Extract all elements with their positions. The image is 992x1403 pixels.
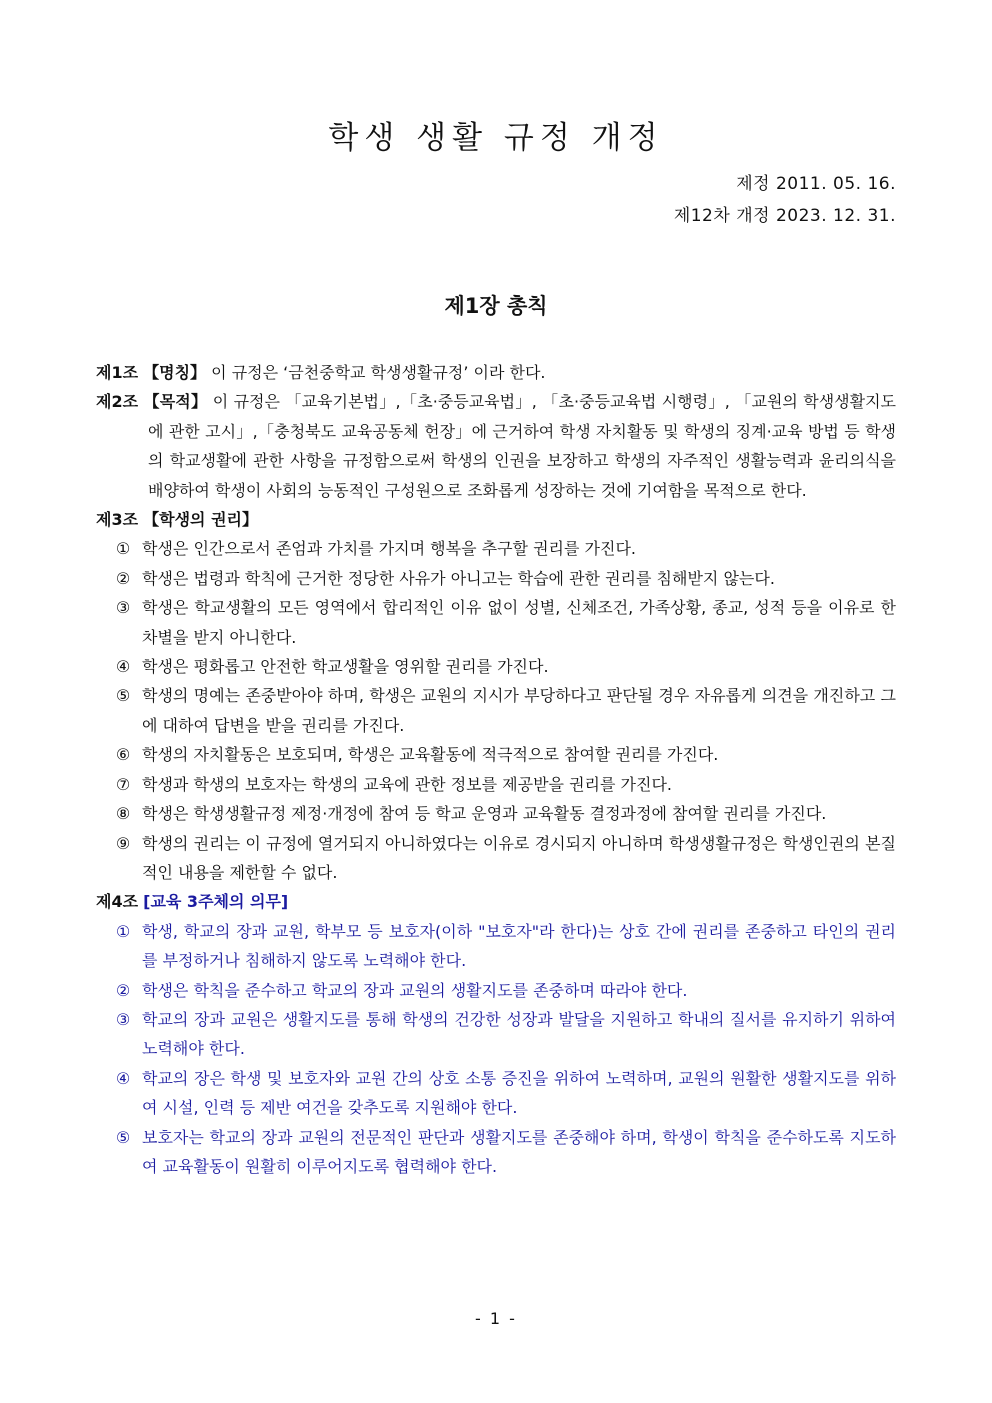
list-item <box>96 770 896 799</box>
list-item <box>96 534 896 563</box>
list-item <box>96 593 896 652</box>
item-number: ① <box>115 921 131 941</box>
article-3-title: 【학생의 권리】 <box>143 510 258 530</box>
item-text: 학생과 학생의 보호자는 학생의 교육에 관한 정보를 제공받을 권리를 가진다. <box>142 774 672 794</box>
article-4-items <box>96 917 896 1182</box>
article-2 <box>96 387 896 505</box>
list-item <box>96 1123 896 1182</box>
article-3-items <box>96 534 896 887</box>
page-number: - 1 - <box>475 1309 517 1328</box>
list-item <box>96 740 896 769</box>
chapter-heading: 제1장 총칙 <box>444 294 548 318</box>
item-text: 학교의 장은 학생 및 보호자와 교원 간의 상호 소통 증진을 위하여 노력하며, 교원의 원활한 생활지도를 위하여 시설, 인력 등 제반 여건을 갖추도록 지원해야 한다. <box>142 1068 896 1118</box>
item-text: 학생의 명예는 존중받아야 하며, 학생은 교원의 지시가 부당하다고 판단될 경우 자유롭게 의견을 개진하고 그에 대하여 답변을 받을 권리를 가진다. <box>142 686 896 735</box>
list-item <box>96 1005 896 1064</box>
revision-dates <box>674 168 896 232</box>
article-4-number: 제4조 <box>96 892 139 912</box>
article-1-text: 이 규정은 ‘금천중학교 학생생활규정’ 이라 한다. <box>211 363 546 382</box>
article-1-number: 제1조 <box>96 363 139 382</box>
item-number: ③ <box>115 1009 131 1029</box>
item-text: 학생은 인간으로서 존엄과 가치를 가지며 행복을 추구할 권리를 가진다. <box>142 539 636 559</box>
list-item <box>96 799 896 828</box>
list-item <box>96 976 896 1005</box>
item-number: ⑦ <box>115 774 131 794</box>
item-text: 학생의 권리는 이 규정에 열거되지 아니하였다는 이유로 경시되지 아니하며 학생생활규정은 학생인권의 본질적인 내용을 제한할 수 없다. <box>142 833 896 882</box>
article-4-title: [교육 3주체의 의무] <box>143 892 289 912</box>
item-text: 학생, 학교의 장과 교원, 학부모 등 보호자(이하 "보호자"라 한다)는 상호 간에 권리를 존중하고 타인의 권리를 부정하거나 침해하지 않도록 노력해야 한다. <box>142 921 896 971</box>
item-text: 학생은 학교생활의 모든 영역에서 합리적인 이유 없이 성별, 신체조건, 가족상황, 종교, 성적 등을 이유로 한 차별을 받지 아니한다. <box>142 598 896 647</box>
list-item <box>96 917 896 976</box>
list-item <box>96 564 896 593</box>
item-number: ② <box>115 980 131 1000</box>
article-2-title: 【목적】 <box>143 392 208 412</box>
enacted-date: 제정 2011. 05. 16. <box>736 174 896 194</box>
item-number: ③ <box>115 598 131 618</box>
article-2-number: 제2조 <box>96 392 139 412</box>
item-number: ⑤ <box>115 686 131 706</box>
list-item <box>96 1064 896 1123</box>
item-number: ② <box>115 568 131 588</box>
list-item <box>96 829 896 888</box>
item-text: 학생은 학생생활규정 제정·개정에 참여 등 학교 운영과 교육활동 결정과정에 참여할 권리를 가진다. <box>142 804 827 824</box>
document-title: 학생 생활 규정 개정 <box>328 120 664 156</box>
article-3-heading <box>96 505 896 534</box>
document-body <box>96 358 896 1181</box>
item-text: 보호자는 학교의 장과 교원의 전문적인 판단과 생활지도를 존중해야 하며, 학생이 학칙을 준수하도록 지도하여 교육활동이 원활히 이루어지도록 협력해야 한다. <box>142 1127 896 1176</box>
article-4 <box>96 887 896 1181</box>
article-2-text: 이 규정은 「교육기본법」,「초·중등교육법」, 「초·중등교육법 시행령」, 「교원의 학생생활지도에 관한 고시」,「충청북도 교육공동체 헌장」에 근거하여 학생 자치활동 및 학생의 징계·교육 방법 등 학생의 학교생활에 관한 사항을 규정함으로써 학생의 인권을 보장하고 학생의 자주적인 생활능력과 윤리의식을 배양하여 학생이 사회의 능동적인 구성원으로 조화롭게 성장하는 것에 기여함을 목적으로 한다. <box>148 392 897 500</box>
item-text: 학생은 법령과 학칙에 근거한 정당한 사유가 아니고는 학습에 관한 권리를 침해받지 않는다. <box>142 568 775 588</box>
item-text: 학생은 학칙을 준수하고 학교의 장과 교원의 생활지도를 존중하며 따라야 한다. <box>142 980 688 1000</box>
item-text: 학교의 장과 교원은 생활지도를 통해 학생의 건강한 성장과 발달을 지원하고 학내의 질서를 유지하기 위하여 노력해야 한다. <box>142 1009 896 1059</box>
article-3 <box>96 505 896 887</box>
item-number: ④ <box>115 657 131 677</box>
list-item <box>96 652 896 681</box>
item-number: ⑨ <box>115 833 131 853</box>
item-text: 학생의 자치활동은 보호되며, 학생은 교육활동에 적극적으로 참여할 권리를 가진다. <box>142 745 719 765</box>
item-text: 학생은 평화롭고 안전한 학교생활을 영위할 권리를 가진다. <box>142 657 549 677</box>
item-number: ⑤ <box>115 1127 131 1147</box>
article-3-number: 제3조 <box>96 510 139 530</box>
item-number: ⑧ <box>115 804 131 824</box>
article-1-title: 【명칭】 <box>143 363 207 382</box>
article-4-heading <box>96 887 896 916</box>
list-item <box>96 681 896 740</box>
item-number: ① <box>115 539 131 559</box>
item-number: ⑥ <box>115 745 131 765</box>
revised-date: 제12차 개정 2023. 12. 31. <box>673 206 896 226</box>
article-1 <box>96 358 896 387</box>
item-number: ④ <box>115 1068 131 1088</box>
